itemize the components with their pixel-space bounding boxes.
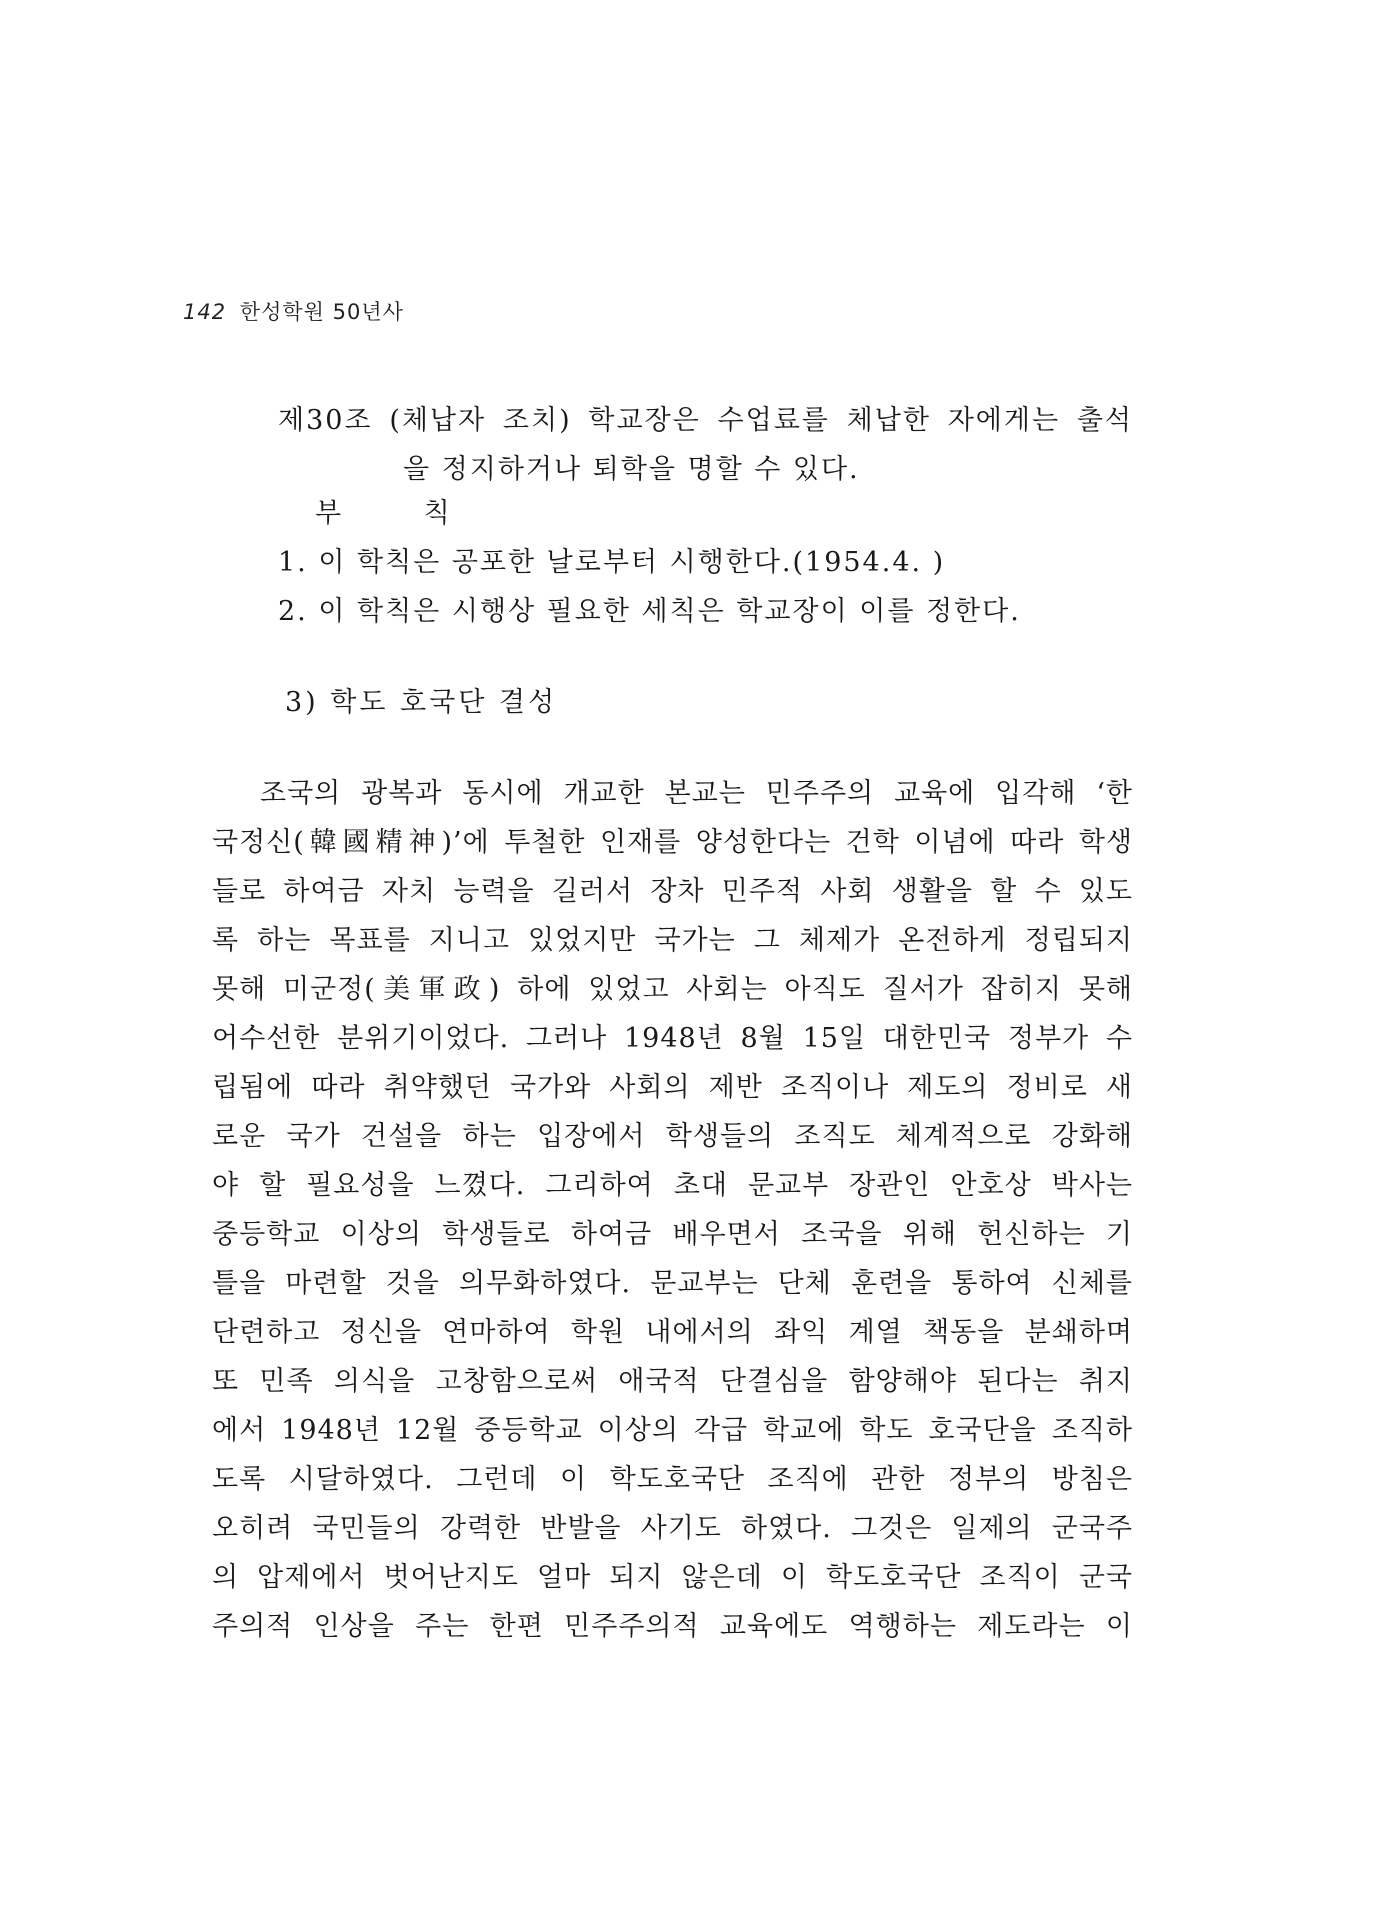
article-30-line-2: 을 정지하거나 퇴학을 명할 수 있다. [403,454,860,485]
body-line-17: 의 압제에서 벗어난지도 얼마 되지 않은데 이 학도호국단 조직이 군국 [212,1562,1133,1593]
book-title: 한성학원 50년사 [239,300,404,324]
body-line-7: 립됨에 따라 취약했던 국가와 사회의 제반 조직이나 제도의 정비로 새 [212,1072,1133,1103]
body-line-4: 록 하는 목표를 지니고 있었지만 국가는 그 체제가 온전하게 정립되지 [212,925,1133,956]
supplementary-item-2: 2. 이 학칙은 시행상 필요한 세칙은 학교장이 이를 정한다. [278,596,1021,627]
body-line-8: 로운 국가 건설을 하는 입장에서 학생들의 조직도 체계적으로 강화해 [212,1121,1133,1152]
body-line-3: 들로 하여금 자치 능력을 길러서 장차 민주적 사회 생활을 할 수 있도 [212,876,1133,907]
article-30-line-1: 제30조 (체납자 조치) 학교장은 수업료를 체납한 자에게는 출석 [278,405,1133,436]
body-line-9: 야 할 필요성을 느꼈다. 그리하여 초대 문교부 장관인 안호상 박사는 [212,1170,1133,1201]
body-line-6: 어수선한 분위기이었다. 그러나 1948년 8월 15일 대한민국 정부가 수 [212,1023,1133,1054]
body-line-18: 주의적 인상을 주는 한편 민주주의적 교육에도 역행하는 제도라는 이 [212,1611,1133,1642]
body-line-5: 못해 미군정(美軍政) 하에 있었고 사회는 아직도 질서가 잡히지 못해 [212,974,1133,1005]
body-line-12: 단련하고 정신을 연마하여 학원 내에서의 좌익 계열 책동을 분쇄하며 [212,1317,1133,1348]
body-line-2: 국정신(韓國精神)’에 투철한 인재를 양성한다는 건학 이념에 따라 학생 [212,827,1133,858]
body-line-16: 오히려 국민들의 강력한 반발을 사기도 하였다. 그것은 일제의 군국주 [212,1513,1133,1544]
supplementary-provisions-title: 부 칙 [315,498,452,529]
body-line-14: 에서 1948년 12월 중등학교 이상의 각급 학교에 학도 호국단을 조직하 [212,1415,1133,1446]
body-line-1: 조국의 광복과 동시에 개교한 본교는 민주주의 교육에 입각해 ‘한 [260,778,1133,809]
body-line-11: 틀을 마련할 것을 의무화하였다. 문교부는 단체 훈련을 통하여 신체를 [212,1268,1133,1299]
body-line-15: 도록 시달하였다. 그런데 이 학도호국단 조직에 관한 정부의 방침은 [212,1464,1133,1495]
body-line-13: 또 민족 의식을 고창함으로써 애국적 단결심을 함양해야 된다는 취지 [212,1366,1133,1397]
body-line-10: 중등학교 이상의 학생들로 하여금 배우면서 조국을 위해 헌신하는 기 [212,1219,1133,1250]
running-header [183,296,404,326]
page-number: 142 [183,300,227,324]
supplementary-item-1: 1. 이 학칙은 공포한 날로부터 시행한다.(1954.4. ) [278,547,946,578]
section-heading: 3) 학도 호국단 결성 [285,687,558,718]
